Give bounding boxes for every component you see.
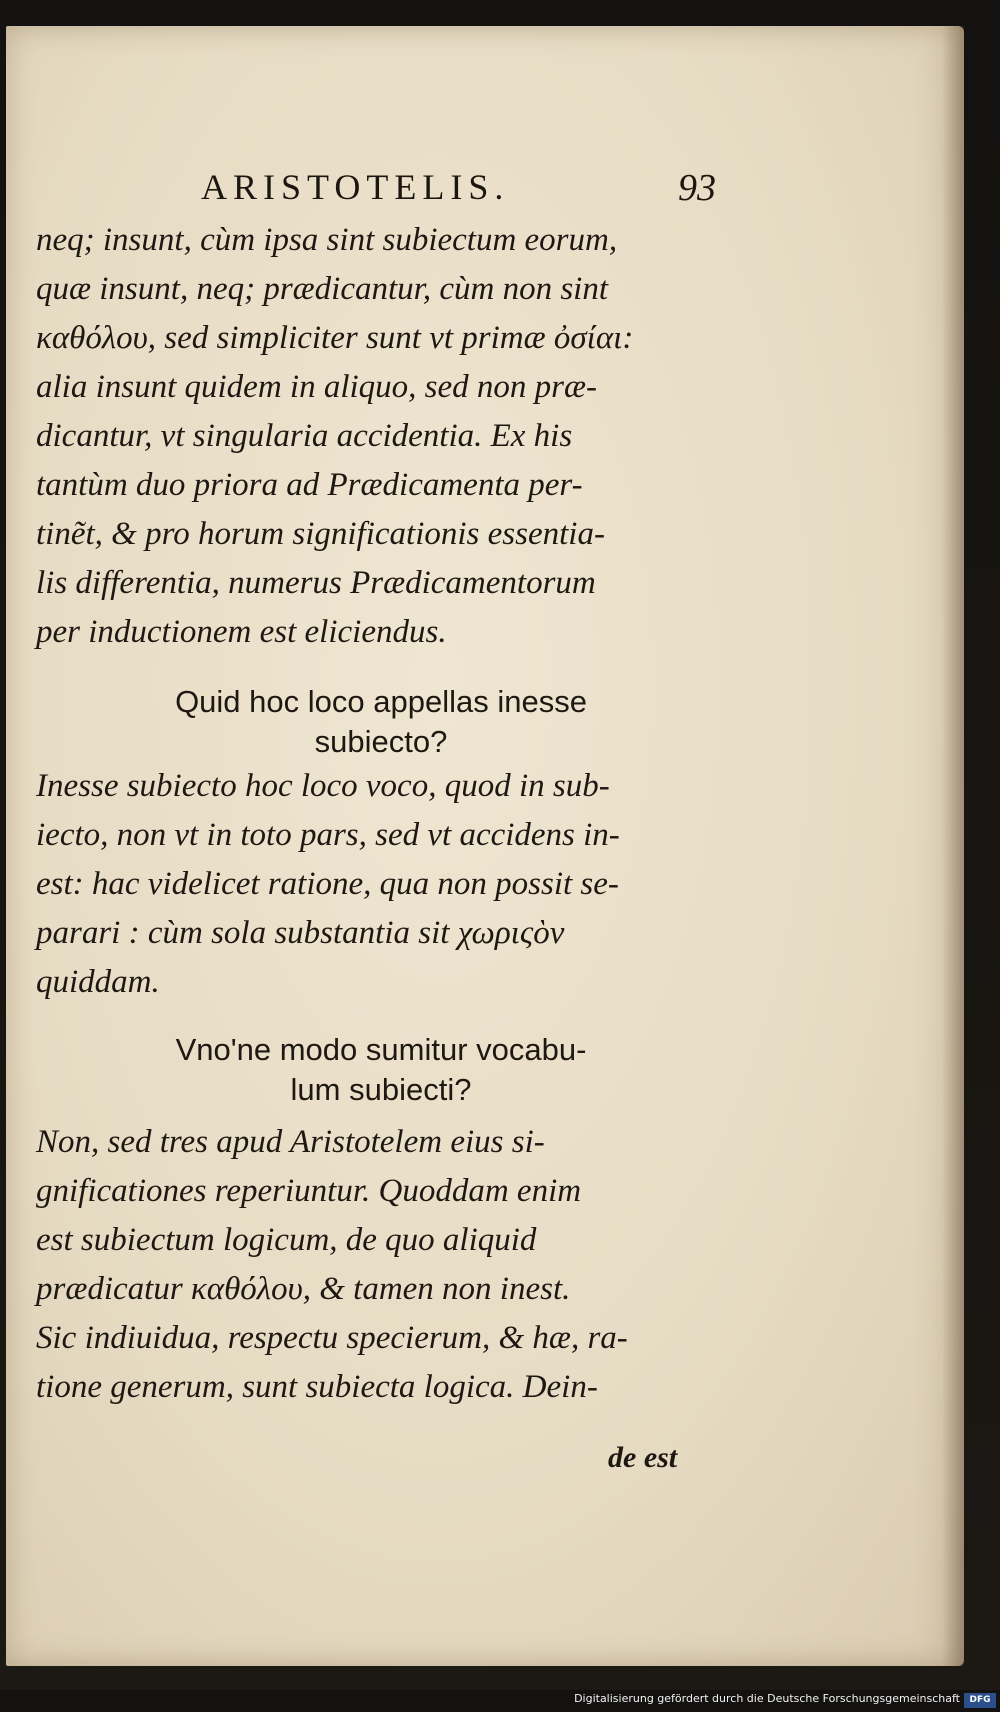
text-line: est: hac videlicet ratione, qua non possit se-	[36, 866, 619, 902]
question-line: Vno'ne modo sumitur vocabu-	[175, 1032, 587, 1067]
page-edge-shadow	[942, 26, 964, 1666]
digitization-footer	[0, 1690, 1000, 1712]
text-line: alia insunt quidem in aliquo, sed non præ-	[36, 369, 597, 405]
text-line: prædicatur καθόλου, & tamen non inest.	[36, 1271, 571, 1307]
text-line: gnificationes reperiuntur. Quoddam enim	[36, 1173, 582, 1209]
book-page	[6, 26, 964, 1666]
text-line: Sic indiuidua, respectu specierum, & hæ, ra-	[36, 1320, 628, 1356]
question-heading-1	[36, 682, 726, 762]
question-heading-2	[36, 1030, 726, 1110]
running-head: ARISTOTELIS.	[201, 167, 510, 207]
text-line: per inductionem est eliciendus.	[36, 614, 447, 650]
text-line: dicantur, vt singularia accidentia. Ex his	[36, 418, 573, 454]
text-line: neq; insunt, cùm ipsa sint subiectum eorum,	[36, 222, 618, 258]
text-line: quiddam.	[36, 964, 160, 1000]
text-line: καθόλου, sed simpliciter sunt vt primæ ὀσίαι:	[36, 320, 634, 356]
text-line: tantùm duo priora ad Prædicamenta per-	[36, 467, 583, 503]
dfg-logo: DFG	[964, 1693, 996, 1708]
text-line: quæ insunt, neq; prædicantur, cùm non sint	[36, 271, 609, 307]
text-line: lis differentia, numerus Prædicamentorum	[36, 565, 596, 601]
text-line: tinẽt, & pro horum significationis essentia-	[36, 516, 605, 552]
text-line: est subiectum logicum, de quo aliquid	[36, 1222, 537, 1258]
paragraph-2	[36, 762, 726, 1007]
text-line: iecto, non vt in toto pars, sed vt accidens in-	[36, 817, 620, 853]
question-line: subiecto?	[314, 724, 448, 759]
text-line: Non, sed tres apud Aristotelem eius si-	[36, 1124, 545, 1160]
catchword: de est	[608, 1441, 678, 1474]
paragraph-1	[36, 216, 726, 657]
funding-credit: Digitalisierung gefördert durch die Deutsche Forschungsgemeinschaft	[574, 1692, 960, 1705]
text-line: parari : cùm sola substantia sit χωριςὸν	[36, 915, 565, 951]
text-line: tione generum, sunt subiecta logica. Dein-	[36, 1369, 598, 1405]
page-number: 93	[678, 167, 716, 209]
page-header	[6, 166, 964, 212]
text-line: Inesse subiecto hoc loco voco, quod in sub-	[36, 768, 610, 804]
question-line: lum subiecti?	[290, 1072, 472, 1107]
question-line: Quid hoc loco appellas inesse	[175, 684, 587, 719]
paragraph-3	[36, 1118, 726, 1412]
